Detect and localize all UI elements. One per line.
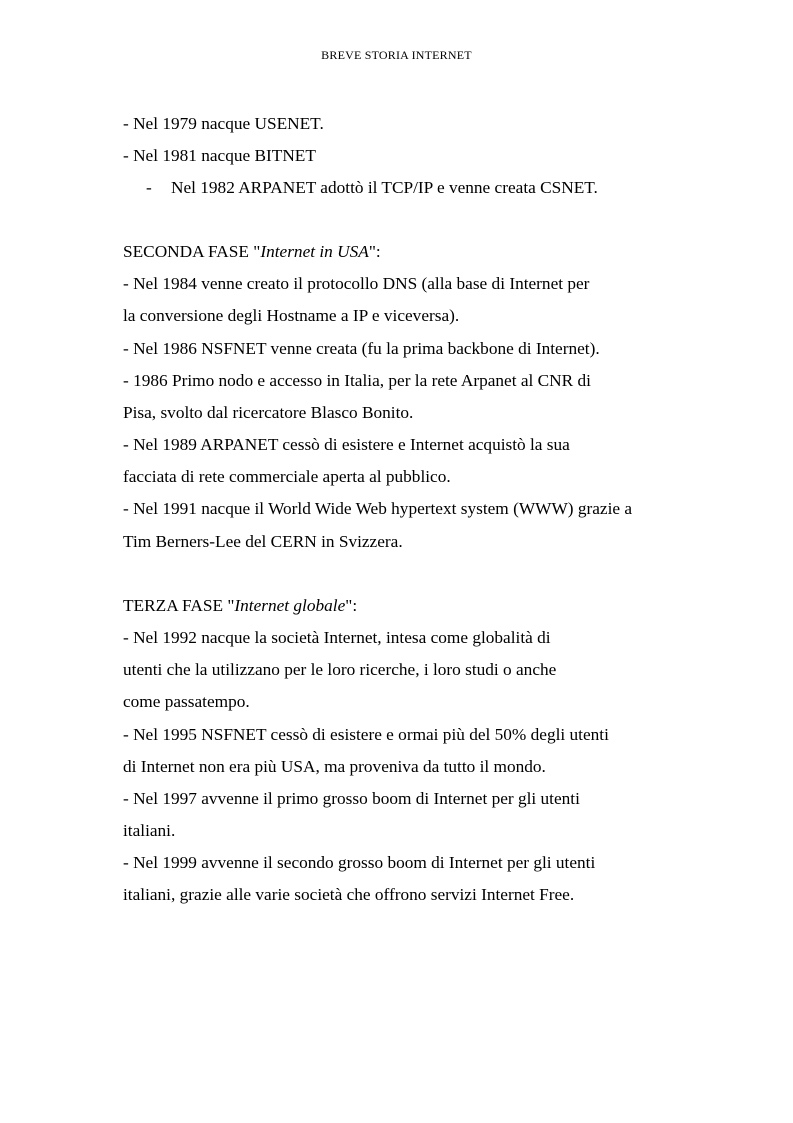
- text-line: utenti che la utilizzano per le loro ricerche, i loro studi o anche: [123, 660, 557, 679]
- section-heading-seconda-fase: [123, 242, 381, 262]
- text-line: come passatempo.: [123, 692, 250, 711]
- section-heading-terza-fase: [123, 596, 357, 616]
- text-line: la conversione degli Hostname a IP e viceversa).: [123, 306, 460, 325]
- text-line: - Nel 1999 avvenne il secondo grosso boom di Internet per gli utenti: [123, 853, 596, 872]
- text-line: italiani.: [123, 821, 176, 840]
- running-header: BREVE STORIA INTERNET: [321, 48, 472, 62]
- heading-prefix: SECONDA FASE ": [123, 242, 261, 261]
- text-line: - Nel 1991 nacque il World Wide Web hypertext system (WWW) grazie a: [123, 499, 633, 518]
- text-line: - Nel 1986 NSFNET venne creata (fu la prima backbone di Internet).: [123, 339, 600, 358]
- text-line: Tim Berners-Lee del CERN in Svizzera.: [123, 532, 403, 551]
- text-line: - Nel 1984 venne creato il protocollo DNS (alla base di Internet per: [123, 274, 590, 293]
- text-line-1982: Nel 1982 ARPANET adottò il TCP/IP e venne creata CSNET.: [171, 178, 598, 197]
- text-line-1979: - Nel 1979 nacque USENET.: [123, 114, 324, 133]
- text-line: - Nel 1997 avvenne il primo grosso boom di Internet per gli utenti: [123, 789, 580, 808]
- text-line: italiani, grazie alle varie società che offrono servizi Internet Free.: [123, 885, 575, 904]
- heading-suffix: ":: [368, 242, 381, 261]
- text-line: di Internet non era più USA, ma proveniva da tutto il mondo.: [123, 757, 546, 776]
- heading-suffix: ":: [345, 596, 358, 615]
- heading-italic: Internet in USA: [260, 242, 369, 261]
- heading-italic: Internet globale: [234, 596, 346, 615]
- list-bullet-dash: -: [146, 178, 152, 197]
- heading-prefix: TERZA FASE ": [123, 596, 235, 615]
- text-line-1981: - Nel 1981 nacque BITNET: [123, 146, 316, 165]
- text-line: - Nel 1995 NSFNET cessò di esistere e ormai più del 50% degli utenti: [123, 725, 609, 744]
- text-line: - Nel 1989 ARPANET cessò di esistere e Internet acquistò la sua: [123, 435, 570, 454]
- text-line: - Nel 1992 nacque la società Internet, intesa come globalità di: [123, 628, 551, 647]
- text-line: facciata di rete commerciale aperta al pubblico.: [123, 467, 451, 486]
- text-line: Pisa, svolto dal ricercatore Blasco Bonito.: [123, 403, 414, 422]
- text-line: - 1986 Primo nodo e accesso in Italia, per la rete Arpanet al CNR di: [123, 371, 591, 390]
